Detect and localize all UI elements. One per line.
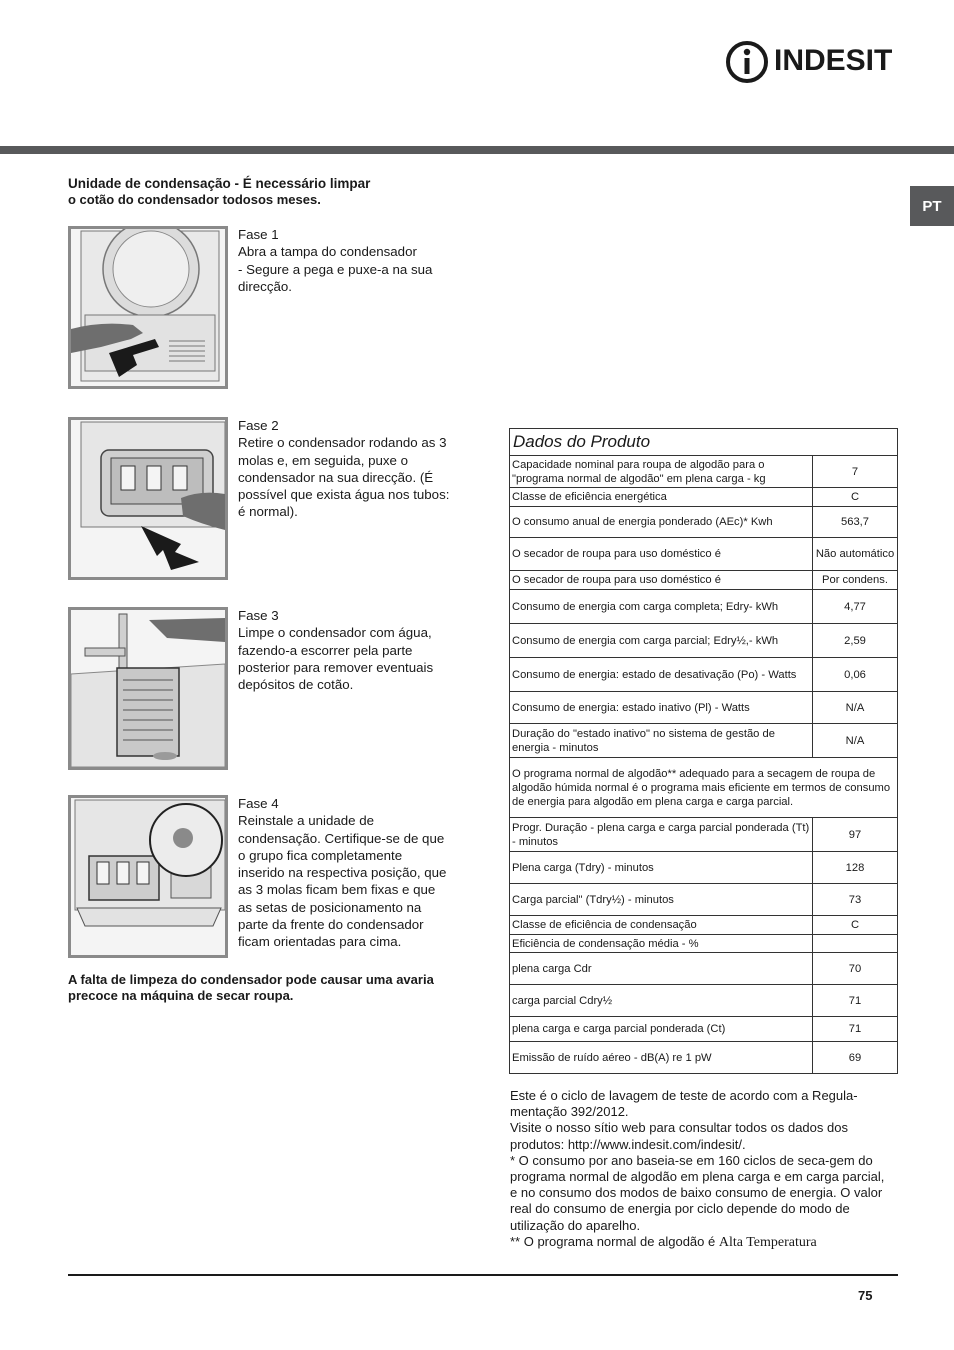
indesit-i-mark: [726, 40, 770, 84]
step2-illustration: [68, 417, 228, 580]
row-label: Consumo de energia: estado inativo (Pl) - Watts: [510, 692, 813, 724]
indesit-logo: [726, 40, 893, 82]
step4-description: Reinstale a unidade de condensação. Certifique-se de que o grupo fica completamente inserido na respectiva posição, que as 3 molas ficam bem fixas e que as setas de posicionamento na parte da frente do condensador ficam orientadas para cima.: [238, 813, 451, 950]
row-value: 563,7: [813, 507, 898, 538]
row-value: N/A: [813, 724, 898, 758]
note-program-prefix: ** O programa normal de algodão é: [510, 1233, 719, 1249]
table-row: [510, 590, 898, 624]
row-value: 71: [813, 985, 898, 1017]
table-row: [510, 852, 898, 884]
step4-text: [238, 795, 450, 951]
step1-phase: Fase 1: [238, 227, 279, 242]
row-value: 97: [813, 818, 898, 852]
note-annual-consumption: * O consumo por ano baseia-se em 160 ciclos de seca-gem do programa normal de algodão em plena carga e em carga parcial, e no consumo dos modos de baixo consumo de energia. O valor real do consumo de energia por ciclo depende do modo de utilização do aparelho.: [510, 1152, 888, 1233]
row-label: Plena carga (Tdry) - minutos: [510, 852, 813, 884]
note-website: Visite o nosso sítio web para consultar todos os dados dos produtos: http://www.indesit.com/indesit/.: [510, 1120, 852, 1152]
row-label: O secador de roupa para uso doméstico é: [510, 571, 813, 590]
row-label: carga parcial Cdry½: [510, 985, 813, 1017]
row-value: 2,59: [813, 624, 898, 658]
row-value: 70: [813, 953, 898, 985]
section-heading: [68, 176, 448, 208]
row-label: Carga parcial" (Tdry½) - minutos: [510, 884, 813, 916]
note-regulation: Este é o ciclo de lavagem de teste de acordo com a Regula-mentação 392/2012.: [510, 1088, 858, 1120]
row-value: 71: [813, 1017, 898, 1042]
table-row: [510, 507, 898, 538]
section-title-line2: o cotão do condensador todosos meses.: [68, 192, 321, 207]
row-value: [813, 935, 898, 953]
row-value: C: [813, 488, 898, 507]
step1-illustration: [68, 226, 228, 389]
step4-illustration: [68, 795, 228, 958]
row-value: 4,77: [813, 590, 898, 624]
table-row: [510, 692, 898, 724]
page-number: 75: [858, 1288, 873, 1303]
row-label: Classe de eficiência energética: [510, 488, 813, 507]
maintenance-warning: A falta de limpeza do condensador pode causar uma avaria precoce na máquina de secar roupa.: [68, 972, 434, 1003]
regulation-notes: [510, 1088, 892, 1251]
table-row: [510, 571, 898, 590]
row-value: N/A: [813, 692, 898, 724]
table-row: [510, 456, 898, 488]
row-label: O secador de roupa para uso doméstico é: [510, 538, 813, 571]
step4-phase: Fase 4: [238, 796, 279, 811]
row-label: Consumo de energia com carga parcial; Edry½,- kWh: [510, 624, 813, 658]
row-label: Capacidade nominal para roupa de algodão para o "programa normal de algodão" em plena carga - kg: [510, 456, 813, 488]
table-row: [510, 724, 898, 758]
row-label: Classe de eficiência de condensação: [510, 916, 813, 935]
row-label: plena carga Cdr: [510, 953, 813, 985]
note-program-name: Alta Temperatura: [718, 1234, 817, 1250]
row-value: 73: [813, 884, 898, 916]
note-program: [510, 1234, 892, 1251]
row-value: 69: [813, 1042, 898, 1074]
section-title-line1: Unidade de condensação - É necessário limpar: [68, 176, 371, 191]
table-row: [510, 818, 898, 852]
row-label: Progr. Duração - plena carga e carga parcial ponderada (Tt) - minutos: [510, 818, 813, 852]
table-row: [510, 953, 898, 985]
step2-description: Retire o condensador rodando as 3 molas e, em seguida, puxe o condensador na sua direcção. (É possível que exista água nos tubos: é normal).: [238, 435, 454, 520]
row-label: O programa normal de algodão** adequado para a secagem de roupa de algodão húmida normal é o programa mais eficiente em termos de consumo de energia para algodão em plena carga e carga parcial.: [510, 758, 898, 818]
table-row: [510, 538, 898, 571]
product-data-table: [509, 428, 898, 1074]
row-label: Consumo de energia com carga completa; Edry- kWh: [510, 590, 813, 624]
header-rule: [0, 146, 954, 154]
footer-rule: [68, 1274, 898, 1276]
row-value: 7: [813, 456, 898, 488]
table-row: [510, 916, 898, 935]
table-row: [510, 658, 898, 692]
row-value: 0,06: [813, 658, 898, 692]
step3-illustration: [68, 607, 228, 770]
table-row: [510, 985, 898, 1017]
row-value: 128: [813, 852, 898, 884]
table-row: [510, 1042, 898, 1074]
step2-text: [238, 417, 454, 521]
row-label: Eficiência de condensação média - %: [510, 935, 813, 953]
row-label: Duração do "estado inativo" no sistema de gestão de energia - minutos: [510, 724, 813, 758]
product-data-title: Dados do Produto: [510, 429, 898, 456]
step3-text: [238, 607, 450, 693]
step2-phase: Fase 2: [238, 418, 279, 433]
brand-name: INDESIT: [774, 44, 893, 77]
row-value: C: [813, 916, 898, 935]
row-label: Consumo de energia: estado de desativação (Po) - Watts: [510, 658, 813, 692]
row-label: O consumo anual de energia ponderado (AEc)* Kwh: [510, 507, 813, 538]
row-label: Emissão de ruído aéreo - dB(A) re 1 pW: [510, 1042, 813, 1074]
step3-description: Limpe o condensador com água, fazendo-a escorrer pela parte posterior para remover eventuais depósitos de cotão.: [238, 625, 437, 693]
language-tab: PT: [910, 186, 954, 226]
row-value: Não automático: [813, 538, 898, 571]
step1-description: Abra a tampa do condensador - Segure a pega e puxe-a na sua direcção.: [238, 244, 433, 294]
table-row: [510, 935, 898, 953]
table-row: [510, 884, 898, 916]
table-row: [510, 624, 898, 658]
step1-text: [238, 226, 450, 295]
product-data-title-row: [510, 429, 898, 456]
table-row: [510, 1017, 898, 1042]
table-row: [510, 758, 898, 818]
table-row: [510, 488, 898, 507]
row-label: plena carga e carga parcial ponderada (Ct): [510, 1017, 813, 1042]
step3-phase: Fase 3: [238, 608, 279, 623]
row-value: Por condens.: [813, 571, 898, 590]
